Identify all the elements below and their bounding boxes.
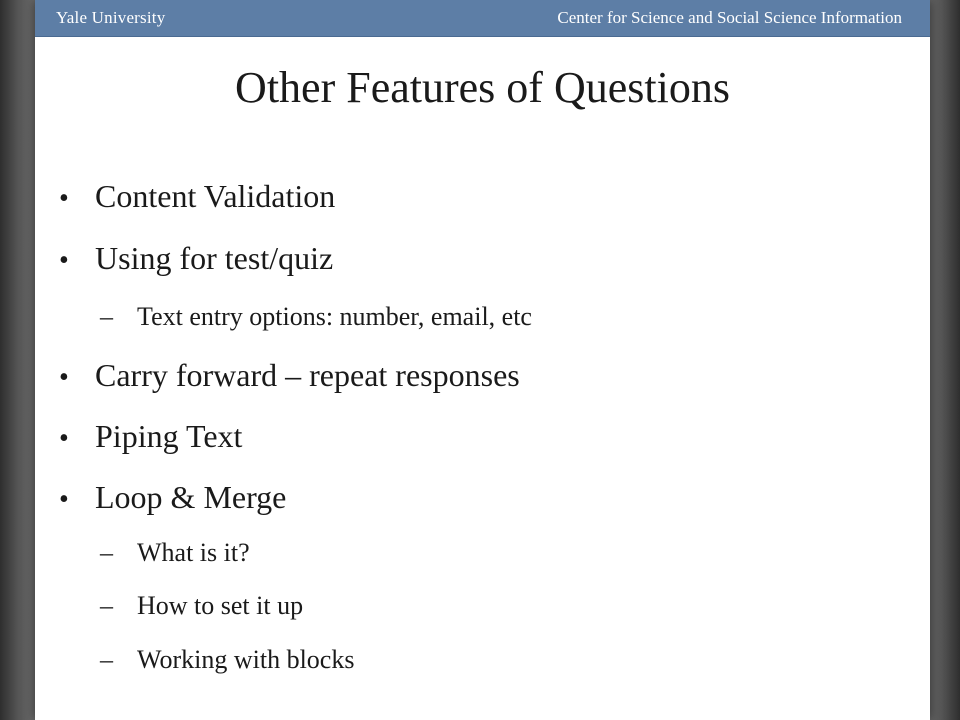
bullet-text: Carry forward – repeat responses [95, 357, 520, 393]
dash-marker: – [100, 591, 113, 620]
bullet-item [59, 178, 335, 215]
university-name: Yale University [56, 8, 166, 27]
bullet-text: Content Validation [95, 178, 336, 214]
bullet-text: Piping Text [95, 418, 243, 454]
dash-marker: – [100, 302, 113, 331]
bullet-item [59, 357, 520, 394]
sub-bullet-item [100, 302, 532, 332]
dash-marker: – [100, 538, 113, 567]
bullet-item [59, 240, 333, 277]
bullet-marker: • [59, 183, 69, 214]
bullet-marker: • [59, 484, 69, 515]
sub-bullet-text: What is it? [137, 538, 250, 567]
sub-bullet-item [100, 538, 250, 568]
sub-bullet-text: How to set it up [137, 591, 304, 620]
slide [35, 0, 930, 720]
sub-bullet-text: Working with blocks [137, 645, 355, 674]
slide-title: Other Features of Questions [235, 63, 730, 112]
bullet-item [59, 479, 286, 516]
sub-bullet-item [100, 645, 354, 675]
bullet-text: Loop & Merge [95, 479, 287, 515]
bullet-marker: • [59, 245, 69, 276]
sub-bullet-item [100, 591, 303, 621]
bullet-marker: • [59, 423, 69, 454]
bullet-item [59, 418, 242, 455]
bullet-text: Using for test/quiz [95, 240, 334, 276]
bullet-marker: • [59, 362, 69, 393]
dash-marker: – [100, 645, 113, 674]
bullet-list [35, 0, 930, 720]
center-name: Center for Science and Social Science Information [557, 8, 902, 27]
sub-bullet-text: Text entry options: number, email, etc [137, 302, 532, 331]
